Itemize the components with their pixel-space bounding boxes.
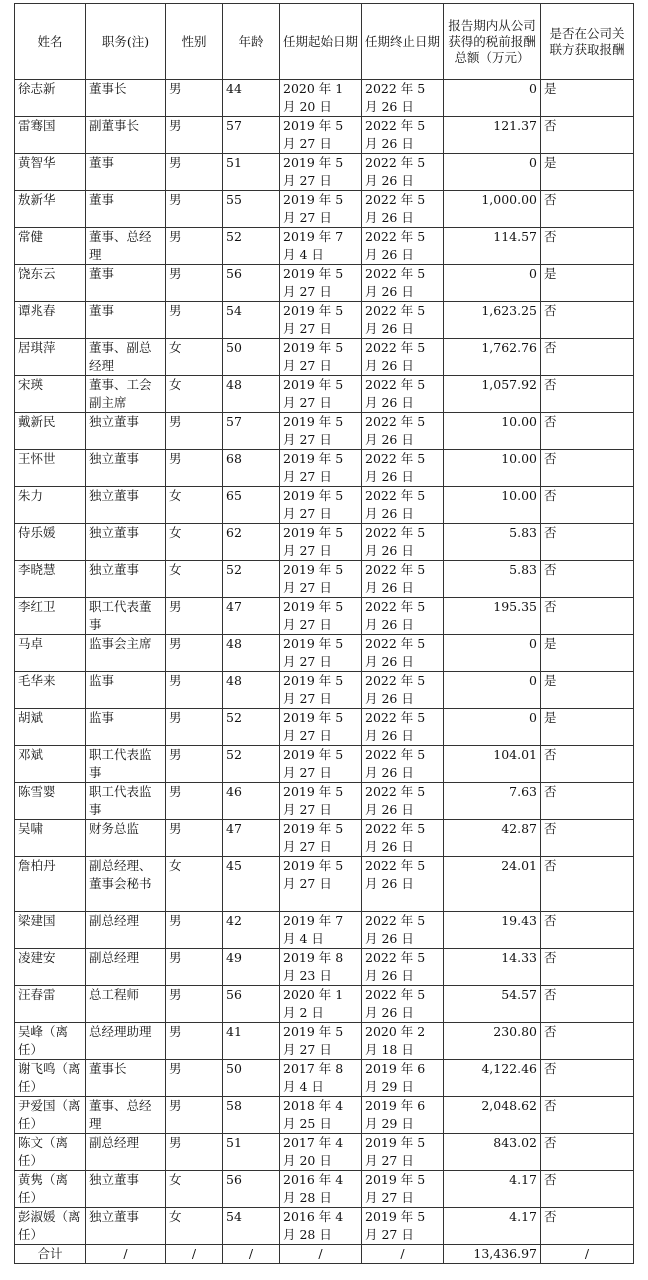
cell-pay: 19.43 (444, 912, 541, 949)
cell-related: 否 (541, 1171, 634, 1208)
total-pay: 13,436.97 (444, 1245, 541, 1264)
cell-start: 2020 年 1 月 20 日 (280, 80, 362, 117)
cell-pay: 1,057.92 (444, 376, 541, 413)
cell-age: 50 (223, 339, 280, 376)
cell-related: 否 (541, 1060, 634, 1097)
cell-gender: 男 (166, 117, 223, 154)
cell-start: 2019 年 7 月 4 日 (280, 228, 362, 265)
cell-age: 65 (223, 487, 280, 524)
cell-name: 谢飞鸣（离任） (15, 1060, 86, 1097)
cell-title: 董事、工会副主席 (86, 376, 166, 413)
cell-name: 詹柏丹 (15, 857, 86, 912)
cell-gender: 男 (166, 709, 223, 746)
cell-start: 2019 年 5 月 27 日 (280, 154, 362, 191)
cell-start: 2019 年 5 月 27 日 (280, 413, 362, 450)
cell-gender: 男 (166, 783, 223, 820)
total-start: / (280, 1245, 362, 1264)
table-row (15, 154, 634, 191)
header-gender: 性别 (166, 4, 223, 80)
cell-end: 2022 年 5 月 26 日 (362, 154, 444, 191)
cell-start: 2019 年 5 月 27 日 (280, 672, 362, 709)
cell-related: 否 (541, 228, 634, 265)
cell-title: 董事、总经理 (86, 1097, 166, 1134)
table-row (15, 672, 634, 709)
cell-end: 2022 年 5 月 26 日 (362, 709, 444, 746)
header-end: 任期终止日期 (362, 4, 444, 80)
cell-pay: 1,623.25 (444, 302, 541, 339)
cell-pay: 0 (444, 635, 541, 672)
header-name: 姓名 (15, 4, 86, 80)
cell-end: 2022 年 5 月 26 日 (362, 117, 444, 154)
cell-gender: 男 (166, 1134, 223, 1171)
cell-gender: 女 (166, 339, 223, 376)
cell-title: 董事 (86, 302, 166, 339)
cell-age: 47 (223, 598, 280, 635)
table-row (15, 598, 634, 635)
cell-end: 2022 年 5 月 26 日 (362, 598, 444, 635)
cell-title: 董事长 (86, 1060, 166, 1097)
cell-age: 48 (223, 672, 280, 709)
table-row (15, 487, 634, 524)
table-row (15, 524, 634, 561)
table-row (15, 949, 634, 986)
cell-name: 徐志新 (15, 80, 86, 117)
cell-gender: 女 (166, 1208, 223, 1245)
total-end: / (362, 1245, 444, 1264)
cell-age: 42 (223, 912, 280, 949)
cell-related: 是 (541, 709, 634, 746)
cell-start: 2019 年 5 月 27 日 (280, 820, 362, 857)
table-row (15, 912, 634, 949)
cell-age: 48 (223, 376, 280, 413)
cell-age: 50 (223, 1060, 280, 1097)
cell-name: 梁建国 (15, 912, 86, 949)
cell-name: 侍乐媛 (15, 524, 86, 561)
cell-pay: 121.37 (444, 117, 541, 154)
cell-start: 2017 年 4 月 20 日 (280, 1134, 362, 1171)
cell-pay: 4.17 (444, 1208, 541, 1245)
table-row (15, 561, 634, 598)
cell-related: 否 (541, 1134, 634, 1171)
cell-gender: 男 (166, 820, 223, 857)
cell-gender: 女 (166, 1171, 223, 1208)
cell-title: 独立董事 (86, 487, 166, 524)
cell-title: 独立董事 (86, 450, 166, 487)
cell-pay: 0 (444, 154, 541, 191)
cell-name: 李晓慧 (15, 561, 86, 598)
cell-pay: 54.57 (444, 986, 541, 1023)
cell-name: 尹爱国（离任） (15, 1097, 86, 1134)
cell-title: 董事、副总经理 (86, 339, 166, 376)
cell-gender: 男 (166, 949, 223, 986)
cell-end: 2022 年 5 月 26 日 (362, 857, 444, 912)
cell-gender: 男 (166, 986, 223, 1023)
cell-related: 否 (541, 524, 634, 561)
header-related: 是否在公司关联方获取报酬 (541, 4, 634, 80)
cell-gender: 男 (166, 1097, 223, 1134)
cell-start: 2019 年 5 月 27 日 (280, 450, 362, 487)
cell-age: 68 (223, 450, 280, 487)
cell-gender: 男 (166, 1023, 223, 1060)
cell-pay: 5.83 (444, 524, 541, 561)
cell-pay: 843.02 (444, 1134, 541, 1171)
cell-related: 否 (541, 912, 634, 949)
cell-title: 监事 (86, 672, 166, 709)
cell-gender: 男 (166, 672, 223, 709)
cell-start: 2017 年 8 月 4 日 (280, 1060, 362, 1097)
cell-end: 2022 年 5 月 26 日 (362, 191, 444, 228)
cell-related: 否 (541, 1097, 634, 1134)
cell-gender: 男 (166, 302, 223, 339)
cell-pay: 10.00 (444, 413, 541, 450)
cell-end: 2022 年 5 月 26 日 (362, 339, 444, 376)
cell-title: 职工代表监事 (86, 783, 166, 820)
cell-age: 57 (223, 117, 280, 154)
cell-end: 2020 年 2 月 18 日 (362, 1023, 444, 1060)
table-row (15, 450, 634, 487)
cell-age: 62 (223, 524, 280, 561)
cell-pay: 4.17 (444, 1171, 541, 1208)
cell-title: 董事 (86, 154, 166, 191)
total-row (15, 1245, 634, 1264)
header-age: 年龄 (223, 4, 280, 80)
cell-end: 2022 年 5 月 26 日 (362, 635, 444, 672)
cell-start: 2019 年 5 月 27 日 (280, 339, 362, 376)
cell-age: 51 (223, 154, 280, 191)
cell-name: 彭淑媛（离任） (15, 1208, 86, 1245)
cell-related: 否 (541, 450, 634, 487)
cell-age: 44 (223, 80, 280, 117)
table-row (15, 820, 634, 857)
table-row (15, 635, 634, 672)
cell-related: 否 (541, 783, 634, 820)
cell-name: 胡斌 (15, 709, 86, 746)
cell-end: 2022 年 5 月 26 日 (362, 524, 444, 561)
cell-end: 2022 年 5 月 26 日 (362, 376, 444, 413)
cell-related: 否 (541, 117, 634, 154)
cell-related: 否 (541, 857, 634, 912)
cell-title: 独立董事 (86, 524, 166, 561)
cell-age: 41 (223, 1023, 280, 1060)
cell-age: 56 (223, 986, 280, 1023)
cell-name: 邓斌 (15, 746, 86, 783)
cell-name: 毛华来 (15, 672, 86, 709)
table-row (15, 1171, 634, 1208)
cell-title: 监事会主席 (86, 635, 166, 672)
table-row (15, 1023, 634, 1060)
cell-related: 否 (541, 1208, 634, 1245)
table-row (15, 783, 634, 820)
cell-related: 否 (541, 986, 634, 1023)
cell-pay: 0 (444, 265, 541, 302)
cell-start: 2016 年 4 月 28 日 (280, 1171, 362, 1208)
cell-title: 副总经理 (86, 1134, 166, 1171)
cell-related: 是 (541, 80, 634, 117)
cell-related: 否 (541, 561, 634, 598)
cell-title: 董事 (86, 191, 166, 228)
cell-gender: 男 (166, 228, 223, 265)
table-row (15, 413, 634, 450)
cell-gender: 男 (166, 746, 223, 783)
cell-name: 戴新民 (15, 413, 86, 450)
cell-name: 饶东云 (15, 265, 86, 302)
cell-related: 否 (541, 1023, 634, 1060)
cell-end: 2022 年 5 月 26 日 (362, 912, 444, 949)
cell-pay: 4,122.46 (444, 1060, 541, 1097)
cell-title: 董事 (86, 265, 166, 302)
cell-end: 2022 年 5 月 26 日 (362, 746, 444, 783)
cell-end: 2022 年 5 月 26 日 (362, 80, 444, 117)
cell-related: 否 (541, 191, 634, 228)
table-row (15, 302, 634, 339)
cell-title: 董事长 (86, 80, 166, 117)
cell-age: 52 (223, 561, 280, 598)
cell-pay: 10.00 (444, 487, 541, 524)
header-pay: 报告期内从公司获得的税前报酬总额（万元） (444, 4, 541, 80)
cell-pay: 42.87 (444, 820, 541, 857)
cell-gender: 女 (166, 376, 223, 413)
cell-related: 否 (541, 746, 634, 783)
total-age: / (223, 1245, 280, 1264)
table-row (15, 80, 634, 117)
cell-start: 2019 年 5 月 27 日 (280, 117, 362, 154)
table-row (15, 117, 634, 154)
cell-end: 2022 年 5 月 26 日 (362, 302, 444, 339)
cell-related: 是 (541, 635, 634, 672)
cell-name: 常健 (15, 228, 86, 265)
cell-end: 2022 年 5 月 26 日 (362, 413, 444, 450)
total-title: / (86, 1245, 166, 1264)
cell-pay: 195.35 (444, 598, 541, 635)
cell-gender: 男 (166, 1060, 223, 1097)
cell-pay: 5.83 (444, 561, 541, 598)
cell-pay: 0 (444, 80, 541, 117)
cell-start: 2019 年 5 月 27 日 (280, 561, 362, 598)
cell-title: 总工程师 (86, 986, 166, 1023)
cell-end: 2019 年 6 月 29 日 (362, 1060, 444, 1097)
cell-name: 吴峰（离任） (15, 1023, 86, 1060)
cell-pay: 10.00 (444, 450, 541, 487)
cell-related: 否 (541, 339, 634, 376)
cell-age: 46 (223, 783, 280, 820)
table-row (15, 1097, 634, 1134)
cell-end: 2022 年 5 月 26 日 (362, 986, 444, 1023)
cell-end: 2019 年 5 月 27 日 (362, 1208, 444, 1245)
cell-pay: 7.63 (444, 783, 541, 820)
cell-name: 黄隽（离任） (15, 1171, 86, 1208)
cell-start: 2019 年 5 月 27 日 (280, 376, 362, 413)
table-body (15, 80, 634, 1245)
cell-age: 56 (223, 265, 280, 302)
cell-age: 48 (223, 635, 280, 672)
cell-end: 2022 年 5 月 26 日 (362, 820, 444, 857)
table-row (15, 265, 634, 302)
cell-gender: 男 (166, 598, 223, 635)
cell-pay: 114.57 (444, 228, 541, 265)
cell-gender: 女 (166, 524, 223, 561)
cell-name: 黄智华 (15, 154, 86, 191)
cell-start: 2019 年 7 月 4 日 (280, 912, 362, 949)
cell-name: 朱力 (15, 487, 86, 524)
cell-end: 2022 年 5 月 26 日 (362, 450, 444, 487)
cell-name: 谭兆春 (15, 302, 86, 339)
cell-pay: 1,762.76 (444, 339, 541, 376)
cell-age: 49 (223, 949, 280, 986)
cell-start: 2019 年 5 月 27 日 (280, 783, 362, 820)
cell-start: 2018 年 4 月 25 日 (280, 1097, 362, 1134)
cell-name: 宋瑛 (15, 376, 86, 413)
cell-name: 吴啸 (15, 820, 86, 857)
cell-title: 独立董事 (86, 1208, 166, 1245)
cell-related: 否 (541, 487, 634, 524)
cell-end: 2022 年 5 月 26 日 (362, 561, 444, 598)
table-row (15, 191, 634, 228)
cell-start: 2019 年 5 月 27 日 (280, 524, 362, 561)
cell-title: 总经理助理 (86, 1023, 166, 1060)
cell-pay: 24.01 (444, 857, 541, 912)
cell-end: 2019 年 5 月 27 日 (362, 1171, 444, 1208)
table-row (15, 228, 634, 265)
total-related: / (541, 1245, 634, 1264)
cell-age: 52 (223, 709, 280, 746)
cell-end: 2022 年 5 月 26 日 (362, 783, 444, 820)
cell-title: 副董事长 (86, 117, 166, 154)
cell-name: 雷骞国 (15, 117, 86, 154)
cell-name: 王怀世 (15, 450, 86, 487)
cell-start: 2016 年 4 月 28 日 (280, 1208, 362, 1245)
cell-pay: 230.80 (444, 1023, 541, 1060)
cell-start: 2020 年 1 月 2 日 (280, 986, 362, 1023)
cell-age: 52 (223, 746, 280, 783)
cell-age: 58 (223, 1097, 280, 1134)
cell-end: 2022 年 5 月 26 日 (362, 949, 444, 986)
cell-related: 否 (541, 949, 634, 986)
cell-related: 否 (541, 413, 634, 450)
cell-start: 2019 年 5 月 27 日 (280, 1023, 362, 1060)
table-row (15, 339, 634, 376)
cell-pay: 1,000.00 (444, 191, 541, 228)
table-row (15, 857, 634, 912)
cell-name: 李红卫 (15, 598, 86, 635)
cell-related: 是 (541, 672, 634, 709)
cell-gender: 女 (166, 561, 223, 598)
table-row (15, 746, 634, 783)
cell-name: 陈雪婴 (15, 783, 86, 820)
cell-pay: 2,048.62 (444, 1097, 541, 1134)
table-row (15, 986, 634, 1023)
cell-title: 副总经理 (86, 912, 166, 949)
cell-gender: 男 (166, 450, 223, 487)
cell-gender: 男 (166, 635, 223, 672)
cell-gender: 男 (166, 191, 223, 228)
cell-end: 2019 年 5 月 27 日 (362, 1134, 444, 1171)
table-row (15, 1134, 634, 1171)
cell-start: 2019 年 5 月 27 日 (280, 746, 362, 783)
cell-age: 56 (223, 1171, 280, 1208)
cell-title: 监事 (86, 709, 166, 746)
cell-age: 55 (223, 191, 280, 228)
cell-title: 独立董事 (86, 413, 166, 450)
cell-age: 54 (223, 1208, 280, 1245)
cell-age: 45 (223, 857, 280, 912)
header-start: 任期起始日期 (280, 4, 362, 80)
cell-pay: 0 (444, 709, 541, 746)
cell-name: 马卓 (15, 635, 86, 672)
cell-age: 51 (223, 1134, 280, 1171)
cell-start: 2019 年 5 月 27 日 (280, 265, 362, 302)
total-label: 合计 (15, 1245, 86, 1264)
cell-start: 2019 年 8 月 23 日 (280, 949, 362, 986)
cell-name: 敖新华 (15, 191, 86, 228)
cell-related: 否 (541, 820, 634, 857)
cell-gender: 男 (166, 80, 223, 117)
cell-related: 是 (541, 265, 634, 302)
total-gender: / (166, 1245, 223, 1264)
cell-title: 董事、总经理 (86, 228, 166, 265)
cell-title: 财务总监 (86, 820, 166, 857)
cell-age: 57 (223, 413, 280, 450)
cell-related: 否 (541, 302, 634, 339)
cell-title: 独立董事 (86, 561, 166, 598)
cell-gender: 男 (166, 154, 223, 191)
cell-name: 凌建安 (15, 949, 86, 986)
cell-age: 54 (223, 302, 280, 339)
cell-name: 居琪萍 (15, 339, 86, 376)
cell-gender: 女 (166, 487, 223, 524)
cell-gender: 男 (166, 912, 223, 949)
table-row (15, 1208, 634, 1245)
cell-title: 独立董事 (86, 1171, 166, 1208)
cell-start: 2019 年 5 月 27 日 (280, 857, 362, 912)
cell-end: 2022 年 5 月 26 日 (362, 672, 444, 709)
cell-title: 副总经理、董事会秘书 (86, 857, 166, 912)
cell-title: 职工代表董事 (86, 598, 166, 635)
cell-related: 否 (541, 376, 634, 413)
cell-end: 2022 年 5 月 26 日 (362, 487, 444, 524)
table-row (15, 1060, 634, 1097)
cell-start: 2019 年 5 月 27 日 (280, 302, 362, 339)
cell-gender: 女 (166, 857, 223, 912)
cell-title: 职工代表监事 (86, 746, 166, 783)
header-title: 职务(注) (86, 4, 166, 80)
cell-name: 汪春雷 (15, 986, 86, 1023)
cell-start: 2019 年 5 月 27 日 (280, 709, 362, 746)
cell-age: 47 (223, 820, 280, 857)
table-row (15, 709, 634, 746)
cell-age: 52 (223, 228, 280, 265)
cell-start: 2019 年 5 月 27 日 (280, 635, 362, 672)
header-row (15, 4, 634, 80)
cell-end: 2019 年 6 月 29 日 (362, 1097, 444, 1134)
cell-end: 2022 年 5 月 26 日 (362, 228, 444, 265)
table-row (15, 376, 634, 413)
cell-related: 否 (541, 598, 634, 635)
cell-related: 是 (541, 154, 634, 191)
cell-start: 2019 年 5 月 27 日 (280, 191, 362, 228)
cell-title: 副总经理 (86, 949, 166, 986)
cell-pay: 14.33 (444, 949, 541, 986)
cell-start: 2019 年 5 月 27 日 (280, 487, 362, 524)
executive-compensation-table (14, 3, 634, 1264)
cell-pay: 0 (444, 672, 541, 709)
cell-end: 2022 年 5 月 26 日 (362, 265, 444, 302)
cell-pay: 104.01 (444, 746, 541, 783)
cell-gender: 男 (166, 413, 223, 450)
cell-gender: 男 (166, 265, 223, 302)
cell-start: 2019 年 5 月 27 日 (280, 598, 362, 635)
cell-name: 陈文（离任） (15, 1134, 86, 1171)
